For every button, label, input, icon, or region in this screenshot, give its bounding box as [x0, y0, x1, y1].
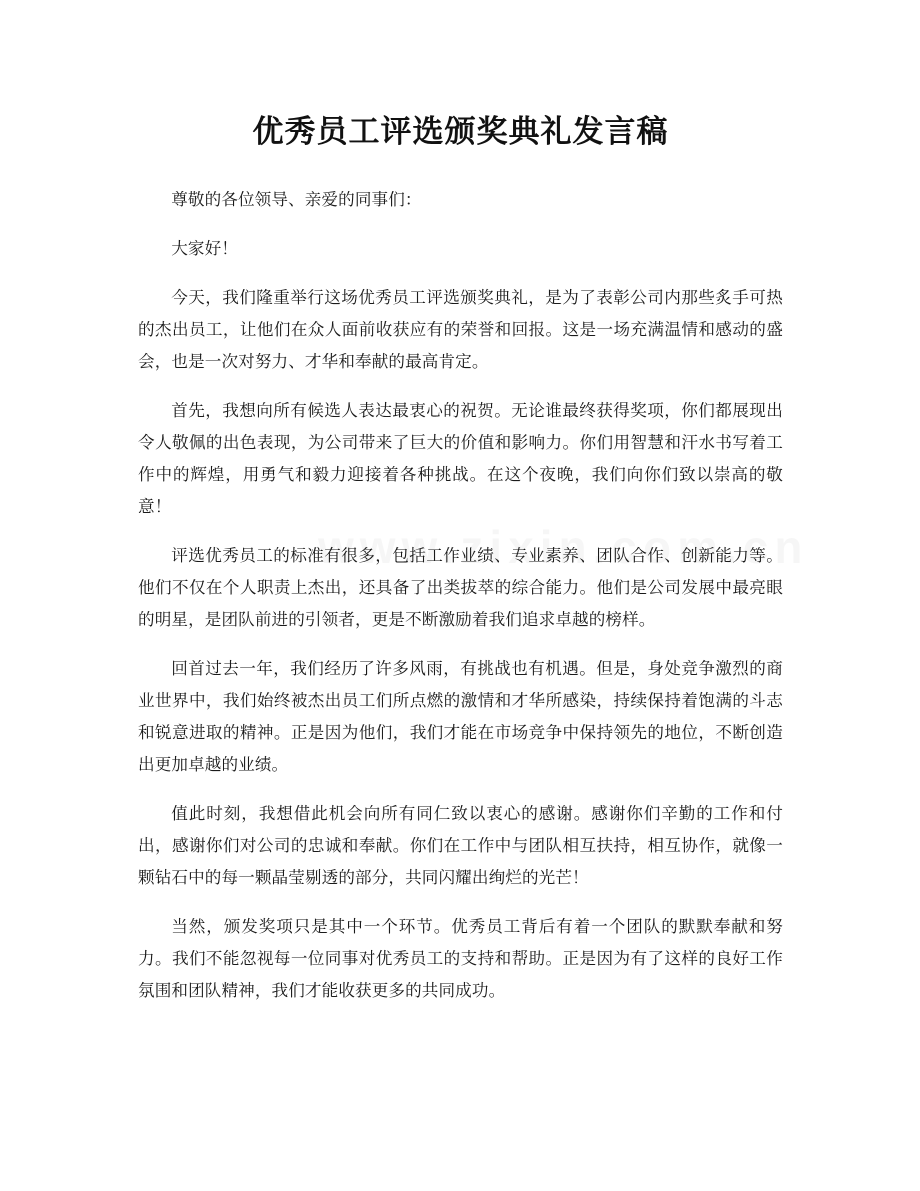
- paragraph: 当然，颁发奖项只是其中一个环节。优秀员工背后有着一个团队的默默奉献和努力。我们不能忽视每一位同事对优秀员工的支持和帮助。正是因为有了这样的良好工作氛围和团队精神，我们才能收获更多的共同成功。: [138, 917, 783, 1000]
- paragraph: 值此时刻，我想借此机会向所有同仁致以衷心的感谢。感谢你们辛勤的工作和付出，感谢你们对公司的忠诚和奉献。你们在工作中与团队相互扶持，相互协作，就像一颗钻石中的每一颗晶莹剔透的部分，共同闪耀出绚烂的光芒！: [138, 804, 783, 887]
- paragraph: 今天，我们隆重举行这场优秀员工评选颁奖典礼，是为了表彰公司内那些炙手可热的杰出员工，让他们在众人面前收获应有的荣誉和回报。这是一场充满温情和感动的盛会，也是一次对努力、才华和奉献的最高肯定。: [138, 288, 783, 371]
- paragraph-salutation: 尊敬的各位领导、亲爱的同事们：: [171, 190, 422, 209]
- document-title: 优秀员工评选颁奖典礼发言稿: [252, 114, 669, 150]
- paragraph: 回首过去一年，我们经历了许多风雨，有挑战也有机遇。但是，身处竞争激烈的商业世界中，我们始终被杰出员工们所点燃的激情和才华所感染，持续保持着饱满的斗志和锐意进取的精神。正是因为他们，我们才能在市场竞争中保持领先的地位，不断创造出更加卓越的业绩。: [138, 659, 783, 774]
- document-body: [138, 184, 783, 1007]
- paragraph: 评选优秀员工的标准有很多，包括工作业绩、专业素养、团队合作、创新能力等。他们不仅在个人职责上杰出，还具备了出类拔萃的综合能力。他们是公司发展中最亮眼的明星，是团队前进的引领者，更是不断激励着我们追求卓越的榜样。: [138, 546, 783, 629]
- paragraph: 首先，我想向所有候选人表达最衷心的祝贺。无论谁最终获得奖项，你们都展现出令人敬佩的出色表现，为公司带来了巨大的价值和影响力。你们用智慧和汗水书写着工作中的辉煌，用勇气和毅力迎接着各种挑战。在这个夜晚，我们向你们致以崇高的敬意！: [138, 401, 783, 516]
- paragraph-greeting: 大家好！: [171, 239, 238, 258]
